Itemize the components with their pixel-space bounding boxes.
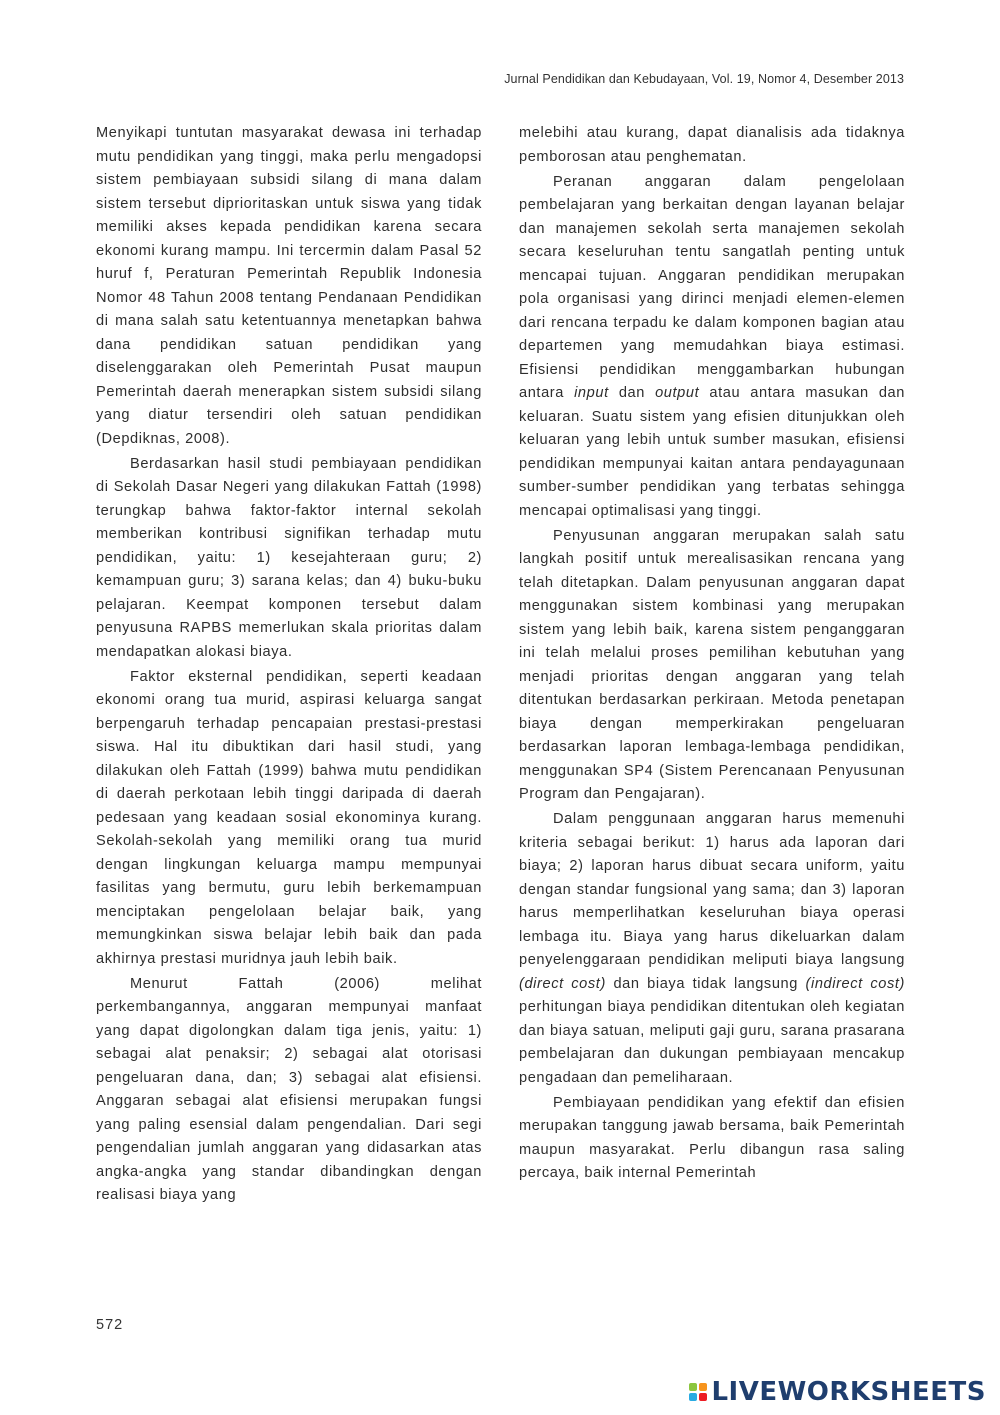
text-run: atau antara masukan dan keluaran. Suatu sistem yang efisien ditunjukkan oleh keluaran yang lebih untuk sumber masukan, efisiensi pendidikan mempunyai kaitan antara pendayagunaan sumber-sumber pendidikan yang terbatas sehingga mencapai optimalisasi yang tinggi. [519,385,905,519]
logo-square [699,1393,707,1401]
text-run: dan [608,385,656,402]
logo-grid-icon [689,1383,707,1401]
italic-term-direct-cost: (direct cost) [519,975,606,992]
text-run: perhitungan biaya pendidikan ditentukan oleh kegiatan dan biaya satuan, meliputi gaji guru, sarana prasarana pembelajaran dan dukungan pembiayaan mencakup pengadaan dan pemeliharaan. [519,999,905,1086]
italic-term-input: input [574,385,609,402]
left-paragraph-2: Berdasarkan hasil studi pembiayaan pendidikan di Sekolah Dasar Negeri yang dilakukan Fattah (1998) terungkap bahwa faktor-faktor internal sekolah memberikan kontribusi signifikan terhadap mutu pendidikan, yaitu: 1) kesejahteraan guru; 2) kemampuan guru; 3) sarana kelas; dan 4) buku-buku pelajaran. Keempat komponen tersebut dalam penyusuna RAPBS memerlukan skala prioritas dalam mendapatkan alokasi biaya. [96,455,482,660]
text-run: dan biaya tidak langsung [605,975,806,992]
right-paragraph-2: Penyusunan anggaran merupakan salah satu langkah positif untuk merealisasikan rencana yang telah ditetapkan. Dalam penyusunan anggaran dapat menggunakan sistem kombinasi yang merupakan sistem yang lebih baik, karena sistem penganggaran ini telah melalui proses pemilihan kebutuhan yang menjadi prioritas dengan anggaran yang telah ditentukan berdasarkan perkiraan. Metoda penetapan biaya dengan memperkirakan pengeluaran berdasarkan laporan lembaga-lembaga pendidikan, menggunakan SP4 (Sistem Perencanaan Penyusunan Program dan Pengajaran). [519,527,905,803]
page-number: 572 [96,1317,124,1333]
left-paragraph-4: Menurut Fattah (2006) melihat perkembangannya, anggaran mempunyai manfaat yang dapat digolongkan dalam tiga jenis, yaitu: 1) sebagai alat penaksir; 2) sebagai alat otorisasi pengeluaran dana, dan; 3) sebagai alat efisiensi. Anggaran sebagai alat efisiensi merupakan fungsi yang paling esensial dalam pengendalian. Dari segi pengendalian jumlah anggaran yang didasarkan atas angka-angka yang standar dibandingkan dengan realisasi biaya yang [96,975,482,1204]
text-run: Peranan anggaran dalam pengelolaan pembelajaran yang berkaitan dengan layanan belajar dan manajemen sekolah serta manajemen sekolah secara keseluruhan tentu sangatlah penting untuk mencapai tujuan. Anggaran pendidikan merupakan pola organisasi yang dirinci menjadi elemen-elemen dari rencana terpadu ke dalam komponen bagian atau departemen yang memudahkan biaya estimasi. Efisiensi pendidikan menggambarkan hubungan antara [519,173,905,402]
italic-term-output: output [655,385,700,402]
text-run: Dalam penggunaan anggaran harus memenuhi kriteria sebagai berikut: 1) harus ada laporan dari biaya; 2) laporan harus dibuat secara uniform, yaitu dengan standar fungsional yang sama; dan 3) laporan harus memperlihatkan keseluruhan biaya operasi lembaga itu. Biaya yang harus dikeluarkan dalam penyelenggaraan pendidikan meliputi biaya langsung [519,811,905,969]
logo-text: LIVEWORKSHEETS [711,1377,986,1407]
right-column [519,122,905,1187]
right-paragraph-0: melebihi atau kurang, dapat dianalisis ada tidaknya pemborosan atau penghematan. [519,125,905,165]
logo-square [699,1383,707,1391]
right-paragraph-3 [519,808,905,1090]
logo-square [689,1383,697,1391]
left-paragraph-1: Menyikapi tuntutan masyarakat dewasa ini terhadap mutu pendidikan yang tinggi, maka perlu mengadopsi sistem pembiayaan subsidi silang di mana dalam sistem tersebut diprioritaskan untuk siswa yang tidak memiliki akses kepada pendidikan karena secara ekonomi kurang mampu. Ini tercermin dalam Pasal 52 huruf f, Peraturan Pemerintah Republik Indonesia Nomor 48 Tahun 2008 tentang Pendanaan Pendidikan di mana salah satu ketentuannya menetapkan bahwa dana pendidikan satuan pendidikan yang diselenggarakan oleh Pemerintah Pusat maupun Pemerintah daerah menerapkan sistem subsidi silang yang diatur tersendiri oleh satuan pendidikan (Depdiknas, 2008). [96,125,482,447]
italic-term-indirect-cost: (indirect cost) [805,975,905,992]
right-paragraph-1 [519,171,905,524]
logo-square [689,1393,697,1401]
liveworksheets-logo[interactable] [689,1377,986,1407]
right-paragraph-4: Pembiayaan pendidikan yang efektif dan efisien merupakan tanggung jawab bersama, baik Pemerintah maupun masyarakat. Perlu dibangun rasa saling percaya, baik internal Pemerintah [519,1094,905,1182]
left-paragraph-3: Faktor eksternal pendidikan, seperti keadaan ekonomi orang tua murid, aspirasi keluarga sangat berpengaruh terhadap pencapaian prestasi-prestasi siswa. Hal itu dibuktikan dari hasil studi, yang dilakukan oleh Fattah (1999) bahwa mutu pendidikan di daerah perkotaan lebih tinggi daripada di daerah pedesaan yang keadaan sosial ekonominya kurang. Sekolah-sekolah yang memiliki orang tua murid dengan lingkungan keluarga mampu mempunyai fasilitas yang bermutu, guru lebih berkemampuan menciptakan pengelolaan belajar baik, yang memungkinkan siswa belajar lebih baik dan pada akhirnya prestasi muridnya jauh lebih baik. [96,668,482,967]
left-column [96,122,482,1209]
journal-header: Jurnal Pendidikan dan Kebudayaan, Vol. 19, Nomor 4, Desember 2013 [504,72,904,86]
